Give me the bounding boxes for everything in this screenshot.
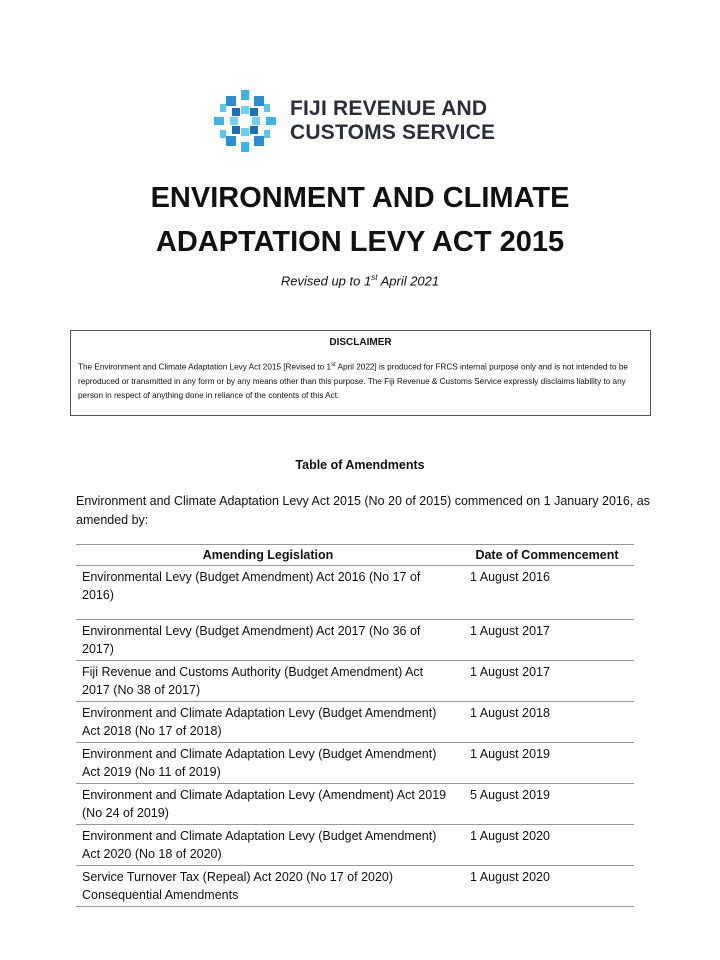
legislation-cell: Environment and Climate Adaptation Levy (Budget Amendment) Act 2020 (No 18 of 2020) <box>76 825 460 866</box>
date-cell: 1 August 2016 <box>460 566 634 620</box>
amendments-table <box>76 544 634 907</box>
legislation-cell: Environment and Climate Adaptation Levy (Amendment) Act 2019 (No 24 of 2019) <box>76 784 460 825</box>
legislation-cell: Environmental Levy (Budget Amendment) Act 2016 (No 17 of 2016) <box>76 566 460 620</box>
date-cell: 1 August 2020 <box>460 866 634 907</box>
table-row <box>76 825 634 866</box>
disclaimer-box <box>70 330 651 416</box>
logo-line-1: FIJI REVENUE AND <box>290 97 488 120</box>
table-row <box>76 866 634 907</box>
date-cell: 1 August 2017 <box>460 661 634 702</box>
table-row <box>76 743 634 784</box>
table-row <box>76 702 634 743</box>
table-row <box>76 620 634 661</box>
legislation-cell: Environment and Climate Adaptation Levy (Budget Amendment) Act 2018 (No 17 of 2018) <box>76 702 460 743</box>
date-cell: 1 August 2018 <box>460 702 634 743</box>
table-header-row <box>76 545 634 566</box>
legislation-cell: Environment and Climate Adaptation Levy (Budget Amendment) Act 2019 (No 11 of 2019) <box>76 743 460 784</box>
column-header-date: Date of Commencement <box>460 545 634 566</box>
logo-line-2: CUSTOMS SERVICE <box>290 121 496 144</box>
column-header-legislation: Amending Legislation <box>76 545 460 566</box>
title-line-2: ADAPTATION LEVY ACT 2015 <box>155 226 565 258</box>
disclaimer-text-sup: st <box>331 362 336 368</box>
amendments-intro: Environment and Climate Adaptation Levy Act 2015 (No 20 of 2015) commenced on 1 January 2016, as amended by: <box>76 494 650 527</box>
revision-subtitle <box>0 273 720 288</box>
subtitle-prefix: Revised up to 1 <box>280 273 372 289</box>
legislation-cell: Service Turnover Tax (Repeal) Act 2020 (No 17 of 2020) Consequential Amendments <box>76 866 460 907</box>
amendments-heading: Table of Amendments <box>295 458 425 472</box>
date-cell: 1 August 2019 <box>460 743 634 784</box>
document-title <box>0 176 720 264</box>
title-line-1: ENVIRONMENT AND CLIMATE <box>150 182 570 214</box>
disclaimer-heading: DISCLAIMER <box>329 337 392 348</box>
frcs-logo <box>212 86 512 156</box>
subtitle-suffix: April 2021 <box>377 273 440 289</box>
date-cell: 1 August 2020 <box>460 825 634 866</box>
logo-wordmark <box>290 97 495 145</box>
table-row <box>76 566 634 620</box>
disclaimer-text-part1: The Environment and Climate Adaptation Levy Act 2015 [Revised to 1 <box>78 362 332 372</box>
date-cell: 1 August 2017 <box>460 620 634 661</box>
legislation-cell: Environmental Levy (Budget Amendment) Act 2017 (No 36 of 2017) <box>76 620 460 661</box>
frcs-emblem-icon <box>212 88 278 154</box>
disclaimer-text <box>78 358 643 403</box>
legislation-cell: Fiji Revenue and Customs Authority (Budget Amendment) Act 2017 (No 38 of 2017) <box>76 661 460 702</box>
table-row <box>76 784 634 825</box>
subtitle-sup: st <box>371 273 378 282</box>
date-cell: 5 August 2019 <box>460 784 634 825</box>
disclaimer-text-part2: April 2022] is produced for FRCS internal purpose only and is not intended to be reproduced or transmitted in any form or by any means other than this purpose. The Fiji Revenue & Customs Service expressly disclaims liability to any person in respect of anything done in reliance of the contents of this Act. <box>78 362 628 400</box>
table-row <box>76 661 634 702</box>
